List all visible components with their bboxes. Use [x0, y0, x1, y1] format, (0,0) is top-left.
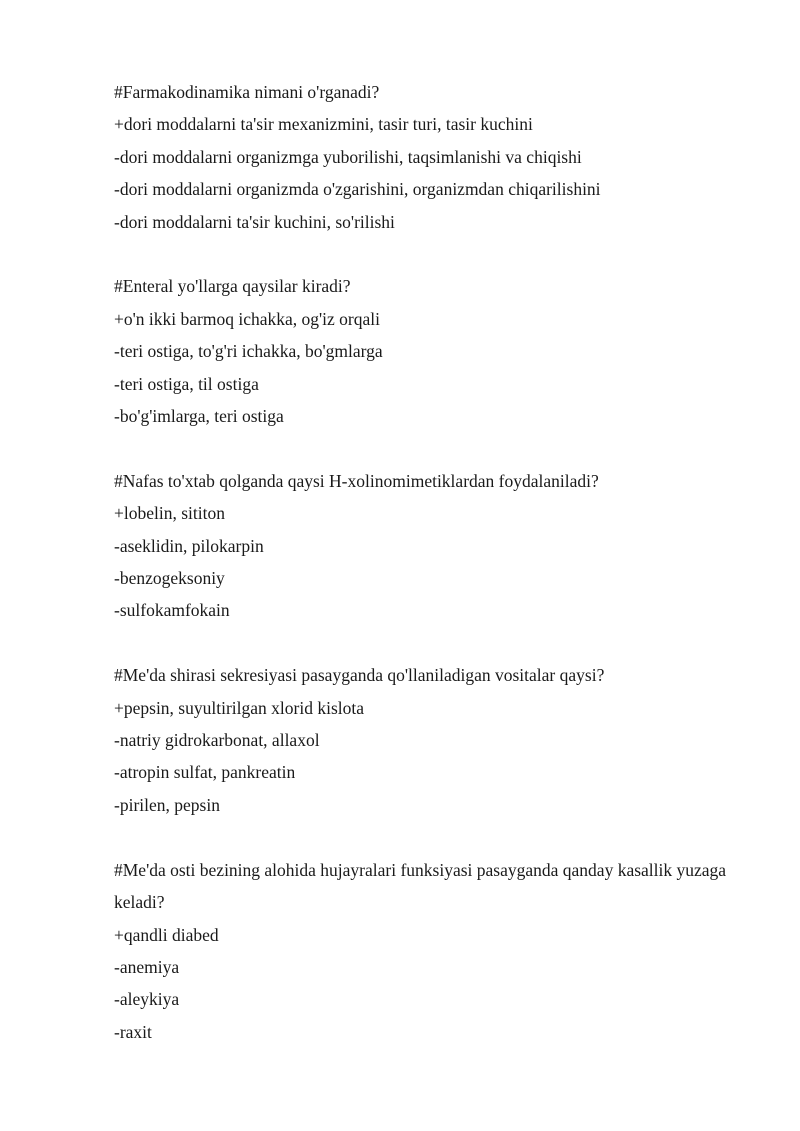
question-text: #Me'da osti bezining alohida hujayralari funksiyasi pasayganda qanday kasallik yuzaga keladi?	[114, 859, 731, 913]
question-text: #Nafas to'xtab qolganda qaysi H-xolinomimetiklardan foydalaniladi?	[114, 470, 599, 491]
answer-option: +qandli diabed	[114, 924, 219, 945]
answer-option: -aseklidin, pilokarpin	[114, 535, 264, 556]
question-block	[114, 76, 734, 238]
question-text: #Enteral yo'llarga qaysilar kiradi?	[114, 276, 351, 297]
answer-option: +dori moddalarni ta'sir mexanizmini, tasir turi, tasir kuchini	[114, 114, 533, 135]
answer-option: -bo'g'imlarga, teri ostiga	[114, 406, 284, 427]
answer-option: -anemiya	[114, 956, 180, 977]
answer-option: +lobelin, sititon	[114, 503, 225, 524]
answer-option: -atropin sulfat, pankreatin	[114, 762, 296, 783]
question-block	[114, 270, 734, 432]
answer-option: -raxit	[114, 1021, 152, 1042]
answer-option: -pirilen, pepsin	[114, 794, 220, 815]
question-text: #Me'da shirasi sekresiyasi pasayganda qo'llaniladigan vositalar qaysi?	[114, 665, 605, 686]
question-list	[114, 76, 734, 1081]
question-block	[114, 465, 734, 627]
answer-option: +pepsin, suyultirilgan xlorid kislota	[114, 697, 364, 718]
answer-option: -natriy gidrokarbonat, allaxol	[114, 730, 320, 751]
answer-option: -aleykiya	[114, 989, 180, 1010]
question-block	[114, 659, 734, 821]
question-text: #Farmakodinamika nimani o'rganadi?	[114, 82, 380, 102]
answer-option: -teri ostiga, to'g'ri ichakka, bo'gmlarga	[114, 341, 383, 362]
answer-option: -teri ostiga, til ostiga	[114, 373, 259, 394]
answer-option: -dori moddalarni ta'sir kuchini, so'rilishi	[114, 211, 395, 232]
answer-option: -dori moddalarni organizmga yuborilishi, taqsimlanishi va chiqishi	[114, 146, 582, 167]
answer-option: -benzogeksoniy	[114, 568, 225, 589]
answer-option: +o'n ikki barmoq ichakka, og'iz orqali	[114, 308, 380, 329]
question-block	[114, 854, 734, 1048]
answer-option: -sulfokamfokain	[114, 600, 230, 621]
answer-option: -dori moddalarni organizmda o'zgarishini, organizmdan chiqarilishini	[114, 179, 601, 200]
